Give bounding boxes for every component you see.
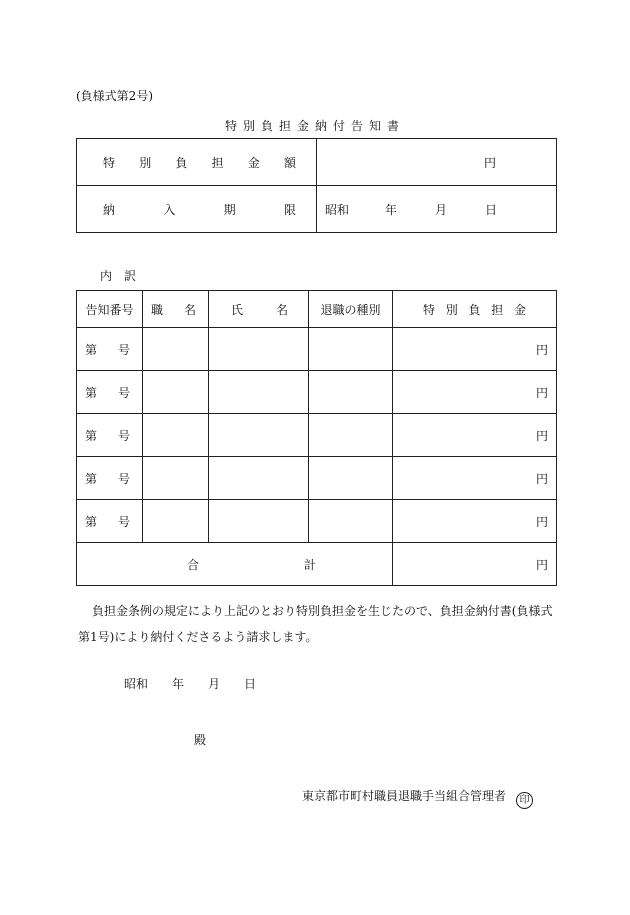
deadline-label-char: 入	[163, 202, 176, 217]
position-cell[interactable]	[143, 328, 209, 371]
name-cell[interactable]	[209, 371, 309, 414]
position-cell[interactable]	[143, 457, 209, 500]
amount-label-char: 金	[247, 155, 260, 170]
header-charge-char: 担	[491, 302, 504, 317]
notice-no-prefix: 第	[85, 514, 98, 529]
table-row	[77, 328, 557, 371]
paragraph-line-1: 負担金条例の規定により上記のとおり特別負担金を生じたので、負担金納付書(負様式	[92, 604, 553, 618]
amount-row	[77, 139, 557, 186]
breakdown-header-row	[77, 291, 557, 328]
amount-label-char: 特	[103, 155, 116, 170]
header-charge-char: 特	[423, 302, 436, 317]
notice-no-prefix: 第	[85, 471, 98, 486]
issue-year-unit: 年	[172, 677, 185, 691]
notice-no-suffix: 号	[117, 514, 130, 529]
name-cell[interactable]	[209, 414, 309, 457]
retirement-type-cell[interactable]	[309, 500, 393, 543]
notice-no-prefix: 第	[85, 342, 98, 357]
charge-cell[interactable]	[393, 500, 557, 543]
notice-no-suffix: 号	[117, 342, 130, 357]
charge-cell[interactable]	[393, 371, 557, 414]
addressee[interactable]	[194, 734, 206, 746]
paragraph-line-2: 第1号)により納付くださるよう請求します。	[78, 630, 318, 644]
header-position-char: 名	[183, 302, 196, 317]
total-charge-cell[interactable]	[393, 543, 557, 586]
total-label-char: 合	[187, 557, 200, 572]
table-row	[77, 500, 557, 543]
retirement-type-cell[interactable]	[309, 328, 393, 371]
amount-label-char: 別	[139, 155, 152, 170]
notice-no-suffix: 号	[117, 385, 130, 400]
retirement-type-cell[interactable]	[309, 457, 393, 500]
deadline-year-unit: 年	[385, 202, 398, 217]
position-cell[interactable]	[143, 371, 209, 414]
position-cell[interactable]	[143, 414, 209, 457]
table-row	[77, 414, 557, 457]
total-label-char: 計	[303, 557, 316, 572]
table-row	[77, 457, 557, 500]
table-row	[77, 371, 557, 414]
notice-no-cell[interactable]	[77, 414, 143, 457]
deadline-day-unit: 日	[485, 202, 498, 217]
notice-no-suffix: 号	[117, 471, 130, 486]
notice-no-cell[interactable]	[77, 500, 143, 543]
issue-era: 昭和	[124, 677, 149, 691]
header-name-char: 氏	[231, 302, 244, 317]
document-title: 特別負担金納付告知書	[224, 119, 405, 133]
charge-cell[interactable]	[393, 328, 557, 371]
deadline-era: 昭和	[325, 202, 350, 217]
charge-cell[interactable]	[393, 414, 557, 457]
breakdown-table	[76, 290, 557, 586]
seal-stamp: 印	[516, 792, 533, 809]
notice-no-prefix: 第	[85, 428, 98, 443]
deadline-label-char: 限	[283, 202, 296, 217]
charge-unit: 円	[535, 342, 548, 357]
amount-label-char: 担	[211, 155, 224, 170]
name-cell[interactable]	[209, 457, 309, 500]
deadline-label-char: 期	[223, 202, 236, 217]
header-name-char: 名	[275, 302, 288, 317]
issuer-name: 東京都市町村職員退職手当組合管理者	[302, 789, 507, 803]
amount-label-char: 負	[175, 155, 188, 170]
deadline-label-char: 納	[103, 202, 116, 217]
header-charge-char: 金	[513, 302, 526, 317]
header-position-char: 職	[151, 302, 164, 317]
header-notice-no: 告知番号	[77, 291, 143, 328]
header-position	[143, 291, 209, 328]
amount-unit: 円	[483, 155, 496, 170]
header-retirement-type: 退職の種別	[309, 291, 393, 328]
header-charge-char: 負	[468, 302, 481, 317]
form-number: (負様式第2号)	[76, 89, 153, 103]
retirement-type-cell[interactable]	[309, 371, 393, 414]
notice-no-cell[interactable]	[77, 371, 143, 414]
charge-cell[interactable]	[393, 457, 557, 500]
notice-no-cell[interactable]	[77, 457, 143, 500]
header-name	[209, 291, 309, 328]
charge-unit: 円	[535, 514, 548, 529]
charge-unit: 円	[535, 471, 548, 486]
notice-no-cell[interactable]	[77, 328, 143, 371]
total-row	[77, 543, 557, 586]
summary-table	[76, 138, 557, 233]
breakdown-label: 内 訳	[100, 269, 137, 283]
charge-unit: 円	[535, 428, 548, 443]
name-cell[interactable]	[209, 500, 309, 543]
position-cell[interactable]	[143, 500, 209, 543]
deadline-row	[77, 186, 557, 233]
notice-no-prefix: 第	[85, 385, 98, 400]
addressee-suffix: 殿	[194, 733, 207, 747]
retirement-type-cell[interactable]	[309, 414, 393, 457]
total-unit: 円	[535, 557, 548, 572]
amount-value-cell[interactable]	[317, 139, 557, 186]
request-paragraph	[78, 598, 560, 650]
header-charge-char: 別	[445, 302, 458, 317]
deadline-month-unit: 月	[435, 202, 448, 217]
amount-label-char: 額	[283, 155, 296, 170]
name-cell[interactable]	[209, 328, 309, 371]
issue-day-unit: 日	[244, 677, 257, 691]
deadline-date-cell[interactable]	[317, 186, 557, 233]
total-label-cell	[77, 543, 393, 586]
charge-unit: 円	[535, 385, 548, 400]
amount-label-cell	[77, 139, 317, 186]
deadline-label-cell	[77, 186, 317, 233]
header-charge	[393, 291, 557, 328]
issue-month-unit: 月	[208, 677, 221, 691]
issue-date[interactable]	[124, 678, 256, 690]
issuer-line	[302, 790, 533, 809]
notice-no-suffix: 号	[117, 428, 130, 443]
